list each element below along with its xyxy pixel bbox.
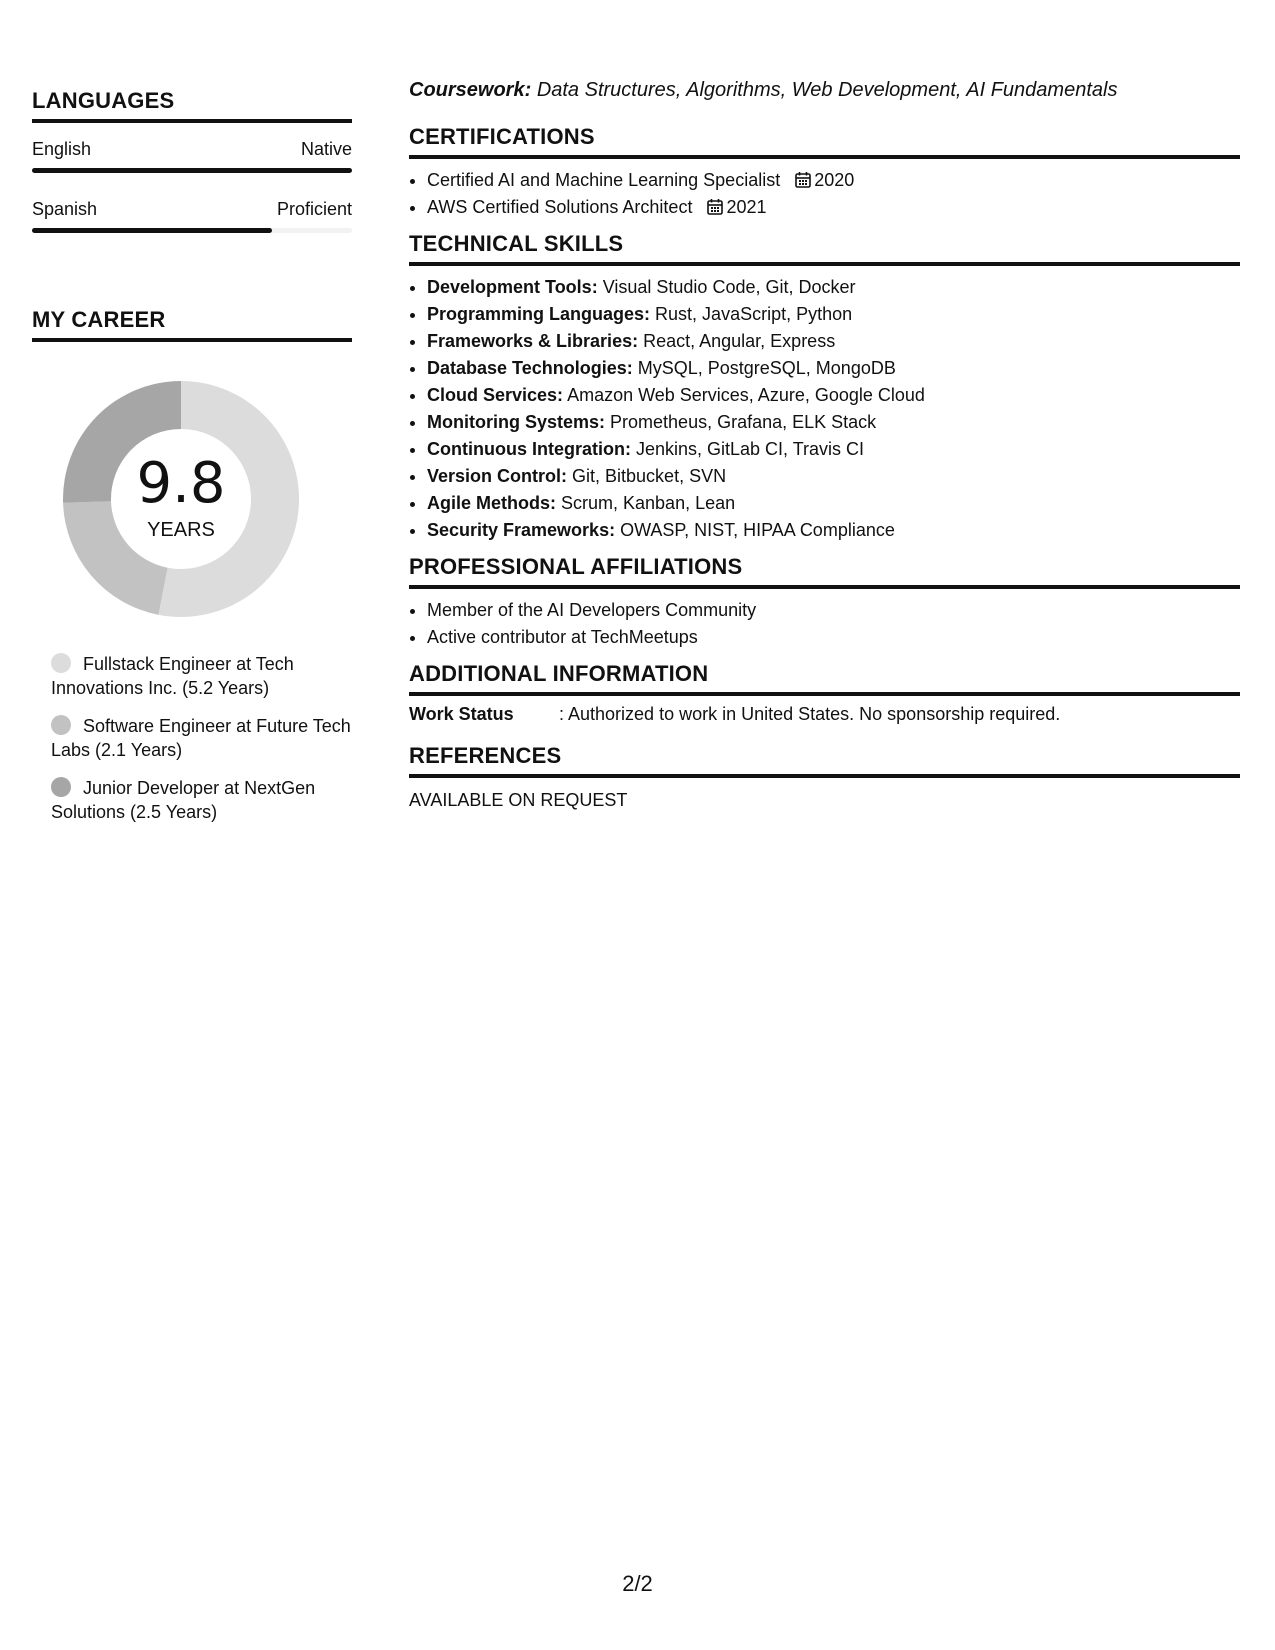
skill-label: Programming Languages: — [427, 304, 651, 324]
language-proficiency-fill — [32, 228, 272, 233]
skill-value: Jenkins, GitLab CI, Travis CI — [635, 439, 865, 459]
skill-label: Monitoring Systems: — [427, 412, 606, 432]
career-legend — [32, 652, 352, 824]
skill-label: Agile Methods: — [427, 493, 556, 513]
legend-dot-icon — [51, 777, 71, 797]
left-column — [32, 88, 352, 838]
calendar-icon — [795, 171, 811, 188]
references-section — [409, 743, 1240, 811]
additional-info-section — [409, 661, 1240, 725]
affiliations-title: PROFESSIONAL AFFILIATIONS — [409, 554, 1240, 589]
career-donut-chart — [56, 374, 306, 624]
certification-year: 2021 — [726, 197, 767, 217]
skill-label: Frameworks & Libraries: — [427, 331, 639, 351]
career-legend-item — [51, 652, 352, 700]
technical-skills-section — [409, 231, 1240, 544]
skill-value: React, Angular, Express — [643, 331, 836, 351]
references-title: REFERENCES — [409, 743, 1240, 778]
certification-year: 2020 — [814, 170, 855, 190]
coursework-line — [409, 78, 1240, 102]
coursework-text: Data Structures, Algorithms, Web Development, AI Fundamentals — [536, 79, 1118, 101]
work-status-row — [409, 704, 1240, 725]
languages-title: LANGUAGES — [32, 88, 352, 123]
skill-value: Git, Bitbucket, SVN — [572, 466, 727, 486]
technical-skills-title: TECHNICAL SKILLS — [409, 231, 1240, 266]
skill-label: Cloud Services: — [427, 385, 564, 405]
right-column — [409, 78, 1240, 821]
skill-value: Scrum, Kanban, Lean — [561, 493, 736, 513]
certification-name: AWS Certified Solutions Architect — [427, 197, 693, 217]
skill-label: Development Tools: — [427, 277, 598, 297]
career-section — [32, 307, 352, 824]
coursework-label: Coursework: — [409, 79, 532, 101]
career-legend-item — [51, 714, 352, 762]
skill-item — [427, 463, 1240, 490]
skill-label: Version Control: — [427, 466, 568, 486]
skill-item — [427, 355, 1240, 382]
language-proficiency-bar — [32, 228, 352, 233]
legend-dot-icon — [51, 715, 71, 735]
certifications-title: CERTIFICATIONS — [409, 124, 1240, 159]
language-item — [32, 139, 352, 173]
affiliation-item: • Active contributor at TechMeetups — [427, 624, 1240, 651]
skill-item — [427, 301, 1240, 328]
language-level: Native — [300, 139, 352, 159]
certifications-section — [409, 124, 1240, 221]
language-proficiency-fill — [32, 168, 352, 173]
skill-item — [427, 382, 1240, 409]
career-title: MY CAREER — [32, 307, 352, 342]
skill-item — [427, 274, 1240, 301]
career-total-unit: YEARS — [147, 519, 215, 541]
skill-value: Amazon Web Services, Azure, Google Cloud — [567, 385, 925, 405]
career-total-value: 9.8 — [136, 451, 226, 516]
language-level: Proficient — [276, 199, 352, 219]
skill-value: Prometheus, Grafana, ELK Stack — [610, 412, 877, 432]
career-legend-item — [51, 776, 352, 824]
career-legend-label: Fullstack Engineer at Tech Innovations Inc. (5.2 Years) — [51, 654, 294, 698]
legend-dot-icon — [51, 653, 71, 673]
work-status-value: : Authorized to work in United States. No sponsorship required. — [559, 704, 1061, 724]
calendar-icon — [707, 198, 723, 215]
skill-item — [427, 436, 1240, 463]
career-legend-label: Junior Developer at NextGen Solutions (2.5 Years) — [51, 778, 316, 822]
work-status-label: Work Status — [409, 704, 514, 724]
skill-item — [427, 328, 1240, 355]
skill-item — [427, 409, 1240, 436]
skill-item — [427, 490, 1240, 517]
skill-label: Continuous Integration: — [427, 439, 631, 459]
certification-item — [427, 194, 1240, 221]
affiliations-section — [409, 554, 1240, 651]
certification-name: Certified AI and Machine Learning Specialist — [427, 170, 781, 190]
certification-item — [427, 167, 1240, 194]
language-name: Spanish — [32, 199, 98, 219]
languages-section — [32, 88, 352, 233]
skill-value: Rust, JavaScript, Python — [655, 304, 853, 324]
skill-item — [427, 517, 1240, 544]
skill-value: OWASP, NIST, HIPAA Compliance — [620, 520, 895, 540]
career-legend-label: Software Engineer at Future Tech Labs (2.1 Years) — [51, 716, 351, 760]
affiliation-item: • Member of the AI Developers Community — [427, 597, 1240, 624]
language-item — [32, 199, 352, 233]
language-name: English — [32, 139, 92, 159]
page-number: 2/2 — [622, 1571, 653, 1596]
additional-info-title: ADDITIONAL INFORMATION — [409, 661, 1240, 696]
skill-value: MySQL, PostgreSQL, MongoDB — [637, 358, 896, 378]
skill-label: Security Frameworks: — [427, 520, 616, 540]
language-proficiency-bar — [32, 168, 352, 173]
skill-value: Visual Studio Code, Git, Docker — [602, 277, 856, 297]
skill-label: Database Technologies: — [427, 358, 633, 378]
references-text: AVAILABLE ON REQUEST — [409, 790, 628, 810]
